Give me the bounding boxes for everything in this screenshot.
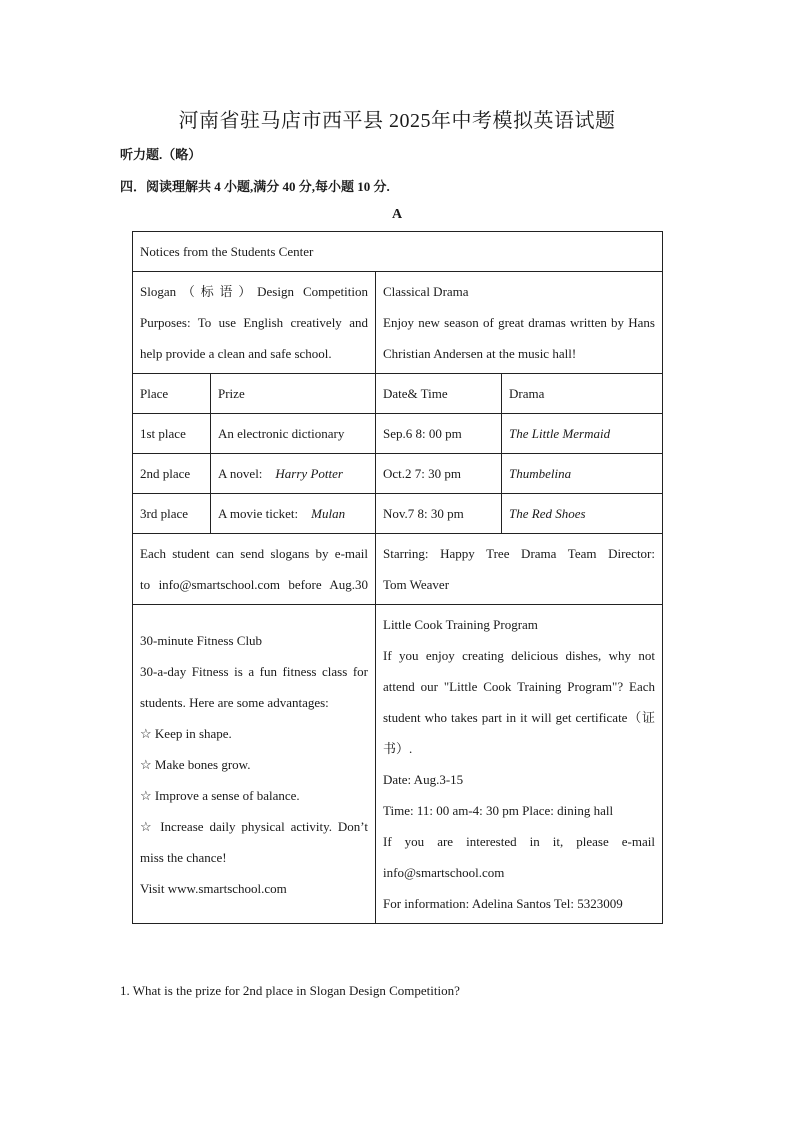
- question-1: 1. What is the prize for 2nd place in Slogan Design Competition?: [120, 983, 460, 998]
- place-3: 3rd place: [133, 494, 211, 534]
- place-2: 2nd place: [133, 454, 211, 494]
- fitness-title: 30-minute Fitness Club: [140, 632, 263, 648]
- slogan-title: Slogan（标语）Design Competition: [140, 284, 368, 299]
- drama-desc: Enjoy new season of great dramas written by Hans Christian Andersen at the music hall!: [383, 315, 655, 361]
- starring-cell: [376, 534, 663, 605]
- drama-2: Thumbelina: [502, 454, 663, 494]
- fitness-cell: [133, 605, 376, 924]
- drama-1: The Little Mermaid: [502, 414, 663, 454]
- starring-line-2: Tom Weaver: [383, 577, 450, 592]
- section-heading: 四．阅读理解共 4 小题,满分 40 分,每小题 10 分.: [120, 179, 390, 194]
- fitness-item: ☆ Increase daily physical activity. Don’t miss the chance!: [140, 818, 368, 865]
- drama-3: The Red Shoes: [502, 494, 663, 534]
- time-3: Nov.7 8: 30 pm: [376, 494, 502, 534]
- place-header: Place: [133, 374, 211, 414]
- starring-line-1: Starring: Happy Tree Drama Team Director:: [383, 546, 655, 561]
- cook-info: For information: Adelina Santos Tel: 5323009: [383, 896, 623, 911]
- notice-heading: Notices from the Students Center: [133, 232, 663, 272]
- cook-title: Little Cook Training Program: [383, 617, 538, 632]
- cook-cell: [376, 605, 663, 924]
- cook-desc: If you enjoy creating delicious dishes, why not attend our "Little Cook Training Program"? Each student who takes part in it will get certificate（证书）.: [383, 648, 655, 756]
- fitness-item: ☆ Improve a sense of balance.: [140, 787, 300, 803]
- prize-3: A movie ticket: Mulan: [211, 494, 376, 534]
- prize-2: A novel: Harry Potter: [211, 454, 376, 494]
- time-1: Sep.6 8: 00 pm: [376, 414, 502, 454]
- fitness-desc: 30-a-day Fitness is a fun fitness class for students. Here are some advantages:: [140, 663, 368, 710]
- prize-header: Prize: [211, 374, 376, 414]
- notice-table: [132, 231, 663, 924]
- cook-email-line-2: info@smartschool.com: [383, 865, 505, 880]
- drama-title: Classical Drama: [383, 284, 469, 299]
- datetime-header: Date& Time: [376, 374, 502, 414]
- send-cell: [133, 534, 376, 605]
- send-line-2: to info@smartschool.com before Aug.30: [140, 577, 368, 592]
- table-row: [133, 414, 663, 454]
- table-row: [133, 494, 663, 534]
- send-line-1: Each student can send slogans by e-mail: [140, 546, 368, 561]
- slogan-cell: [133, 272, 376, 374]
- table-row: [133, 454, 663, 494]
- part-label: A: [391, 207, 403, 222]
- cook-email-line-1: If you are interested in it, please e-mail: [383, 834, 655, 849]
- cook-time: Time: 11: 00 am-4: 30 pm Place: dining hall: [383, 803, 614, 818]
- place-1: 1st place: [133, 414, 211, 454]
- listening-note: 听力题.（略）: [120, 147, 202, 162]
- cook-date: Date: Aug.3-15: [383, 772, 464, 787]
- prize-1: An electronic dictionary: [211, 414, 376, 454]
- time-2: Oct.2 7: 30 pm: [376, 454, 502, 494]
- slogan-purpose: Purposes: To use English creatively and help provide a clean and safe school.: [140, 315, 368, 361]
- drama-header: Drama: [502, 374, 663, 414]
- page-title: 河南省驻马店市西平县 2025年中考模拟英语试题: [178, 110, 616, 132]
- fitness-visit: Visit www.smartschool.com: [140, 880, 287, 896]
- fitness-item: ☆ Make bones grow.: [140, 756, 251, 772]
- drama-cell: [376, 272, 663, 374]
- fitness-item: ☆ Keep in shape.: [140, 725, 232, 741]
